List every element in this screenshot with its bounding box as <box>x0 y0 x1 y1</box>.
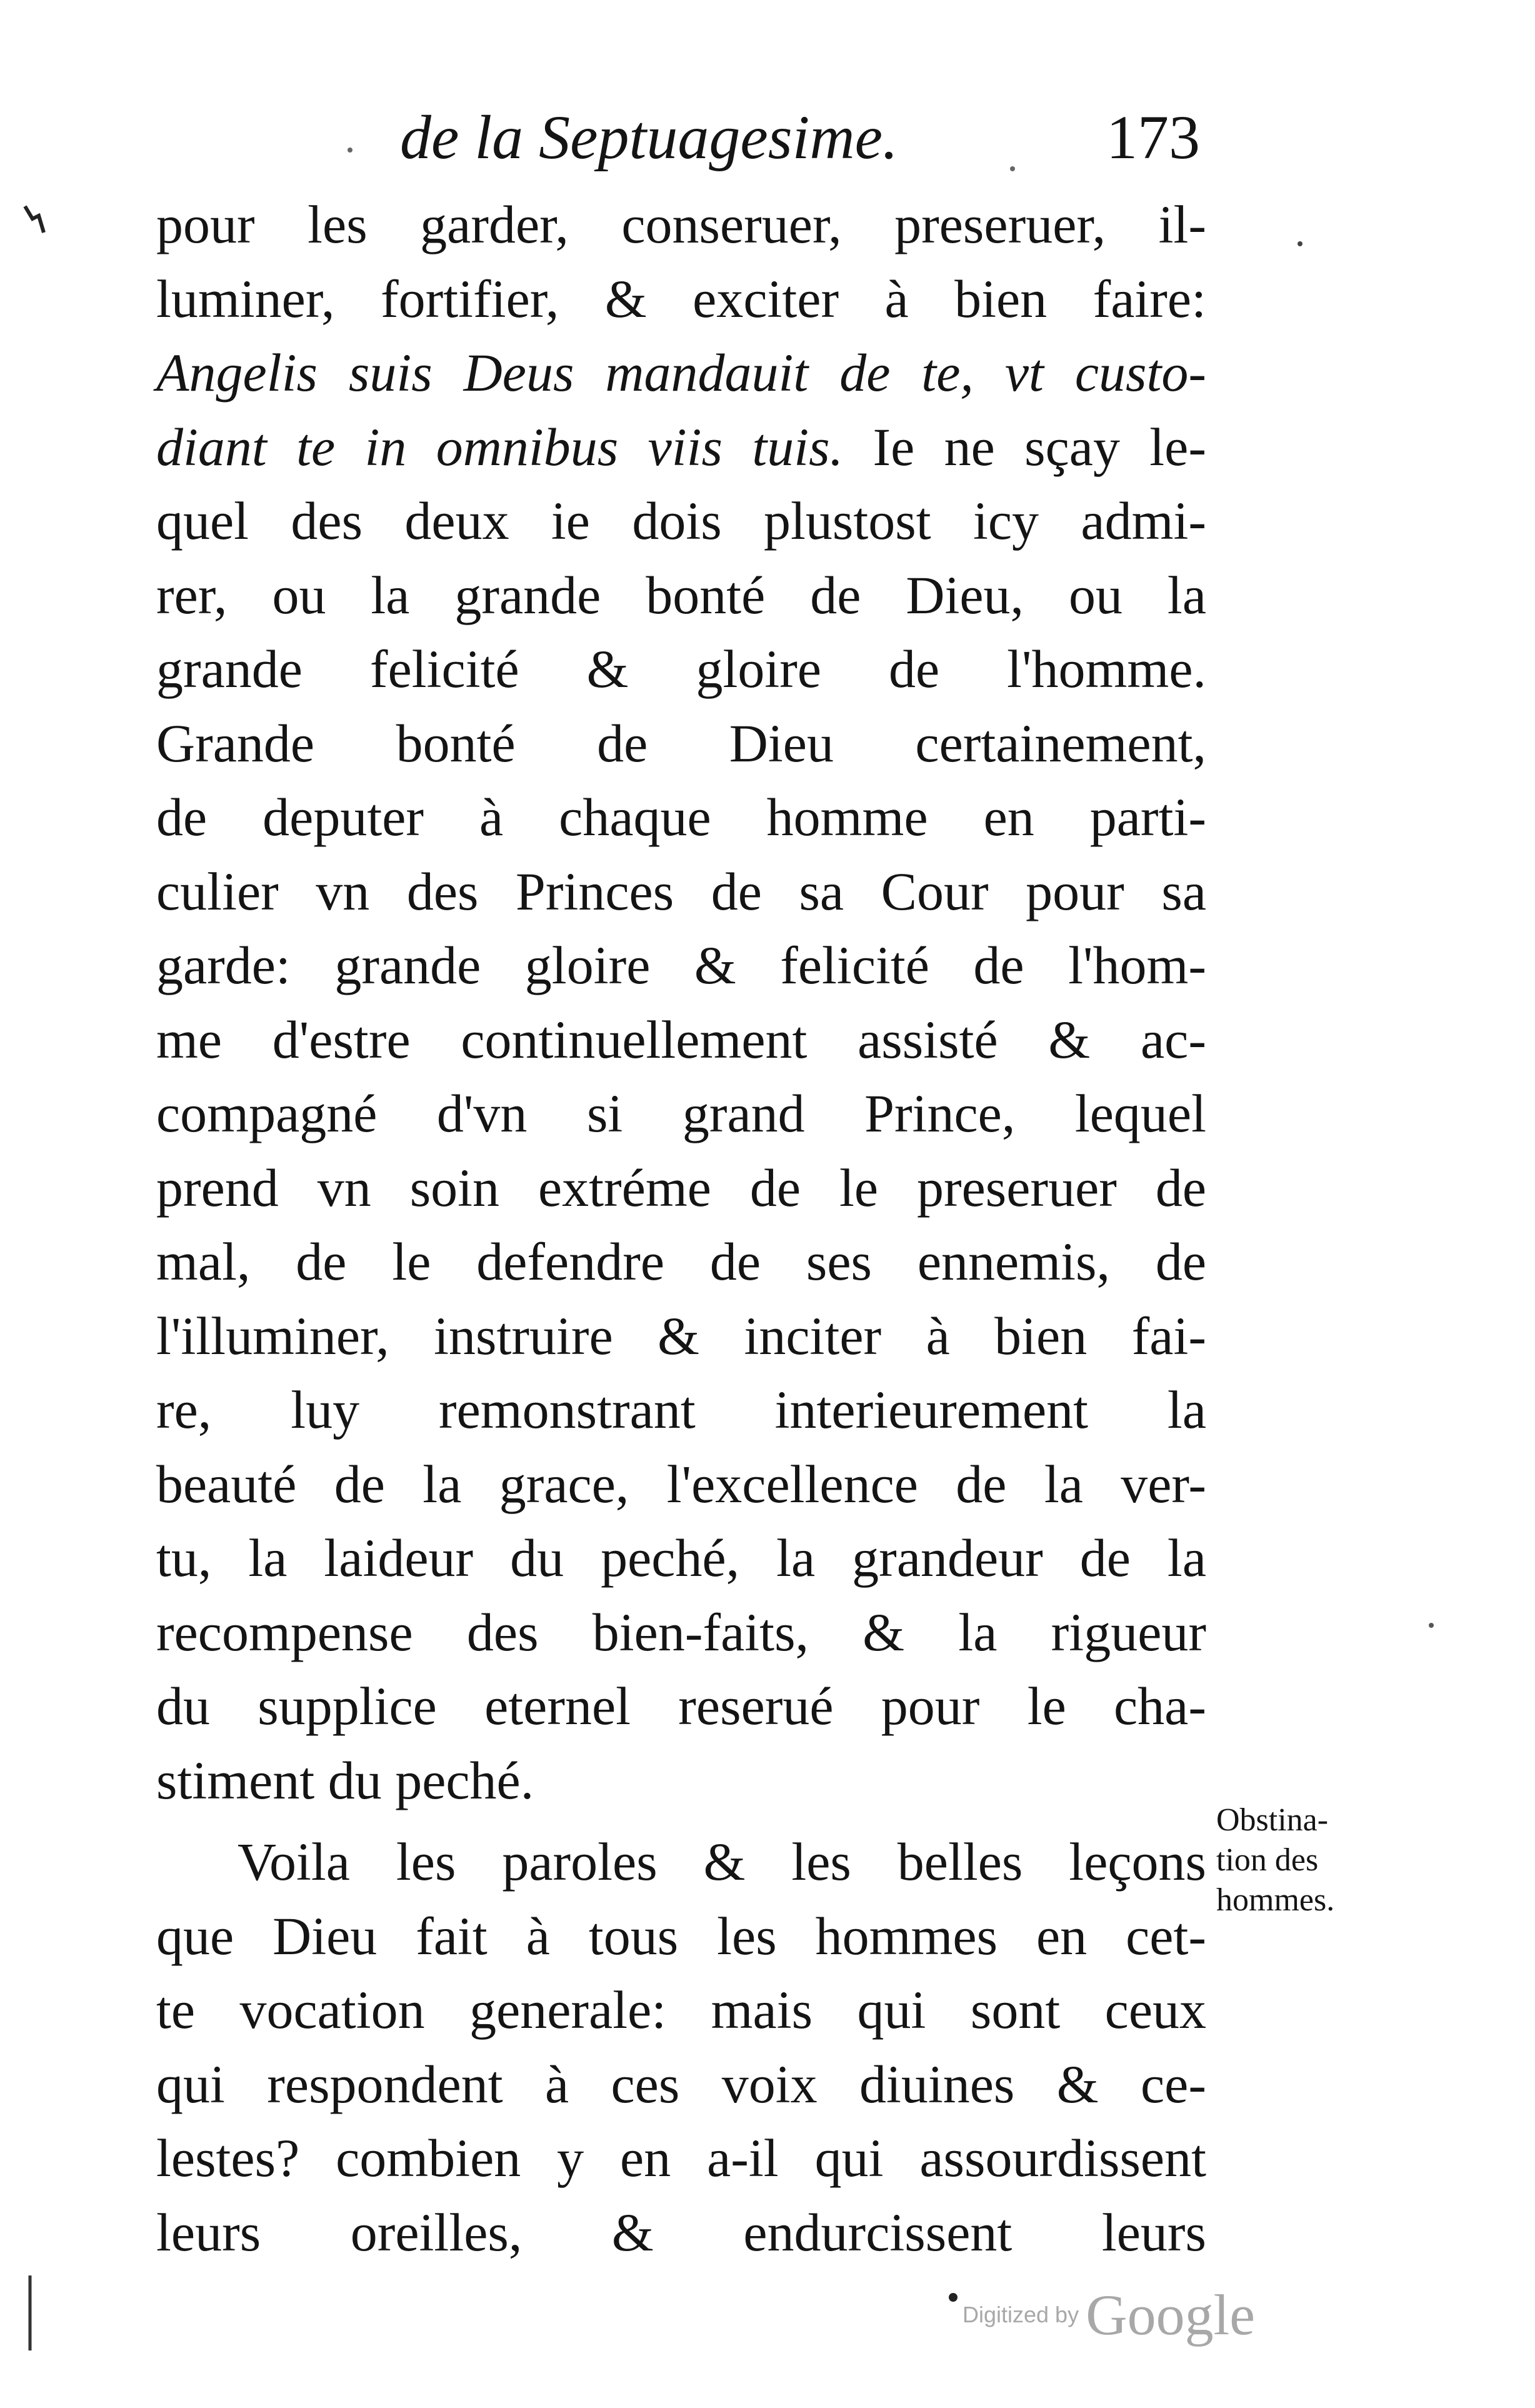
text-line: de deputer à chaque homme en parti- <box>156 787 1206 847</box>
text-line: mal, de le defendre de ses ennemis, de <box>156 1232 1206 1292</box>
text-line: grande felicité & gloire de l'homme. <box>156 639 1206 699</box>
text-line-rest: Ie ne sçay le- <box>843 416 1206 477</box>
speck <box>348 148 352 153</box>
speck <box>1298 241 1302 246</box>
speck <box>1010 166 1015 171</box>
latin-quote-end: diant te in omnibus viis tuis. <box>156 416 844 477</box>
edge-mark <box>25 206 44 233</box>
text-line: l'illuminer, instruire & inciter à bien fai- <box>156 1305 1206 1366</box>
latin-quote-line: Angelis suis Deus mandauit de te, vt custo- <box>156 343 1206 403</box>
margin-note-line: Obstina- <box>1216 1802 1329 1838</box>
text-line: garde: grande gloire & felicité de l'hom- <box>156 935 1206 995</box>
margin-note-line: hommes. <box>1216 1882 1335 1918</box>
text-line: quel des deux ie dois plustost icy admi- <box>156 491 1206 551</box>
text-line: beauté de la grace, l'excellence de la ver- <box>156 1453 1206 1514</box>
text-line: qui respondent à ces voix diuines & ce- <box>156 2054 1206 2114</box>
speck <box>949 2293 958 2302</box>
google-logo: Google <box>1086 2283 1256 2347</box>
running-title: de la Septuagesime. <box>400 103 899 172</box>
text-line: recompense des bien-faits, & la rigueur <box>156 1602 1206 1662</box>
text-line: leurs oreilles, & endurcissent leurs <box>156 2202 1206 2262</box>
text-line: lestes? combien y en a-il qui assourdissent <box>156 2128 1206 2188</box>
text-line: Grande bonté de Dieu certainement, <box>156 713 1206 773</box>
watermark-prefix: Digitized by <box>962 2302 1079 2327</box>
page-number: 173 <box>1106 103 1200 172</box>
text-line: culier vn des Princes de sa Cour pour sa <box>156 861 1206 921</box>
text-line: prend vn soin extréme de le preseruer de <box>156 1157 1206 1218</box>
text-line: rer, ou la grande bonté de Dieu, ou la <box>156 564 1206 625</box>
text-line: que Dieu fait à tous les hommes en cet- <box>156 1905 1206 1966</box>
text-line: te vocation generale: mais qui sont ceux <box>156 1980 1206 2040</box>
text-line: me d'estre continuellement assisté & ac- <box>156 1009 1206 1070</box>
text-line: pour les garder, conseruer, preseruer, il- <box>156 194 1206 254</box>
text-line: du supplice eternel reserué pour le cha- <box>156 1676 1206 1736</box>
text-line: stiment du peché. <box>156 1750 534 1810</box>
text-line: luminer, fortifier, & exciter à bien faire: <box>156 268 1206 329</box>
text-line: re, luy remonstrant interieurement la <box>156 1380 1206 1440</box>
margin-note-line: tion des <box>1216 1842 1319 1878</box>
speck <box>1429 1623 1434 1628</box>
digitized-watermark <box>962 2282 1312 2350</box>
text-line: tu, la laideur du peché, la grandeur de la <box>156 1528 1206 1588</box>
text-line: compagné d'vn si grand Prince, lequel <box>156 1083 1206 1143</box>
text-line: Voila les paroles & les belles leçons <box>238 1832 1206 1892</box>
